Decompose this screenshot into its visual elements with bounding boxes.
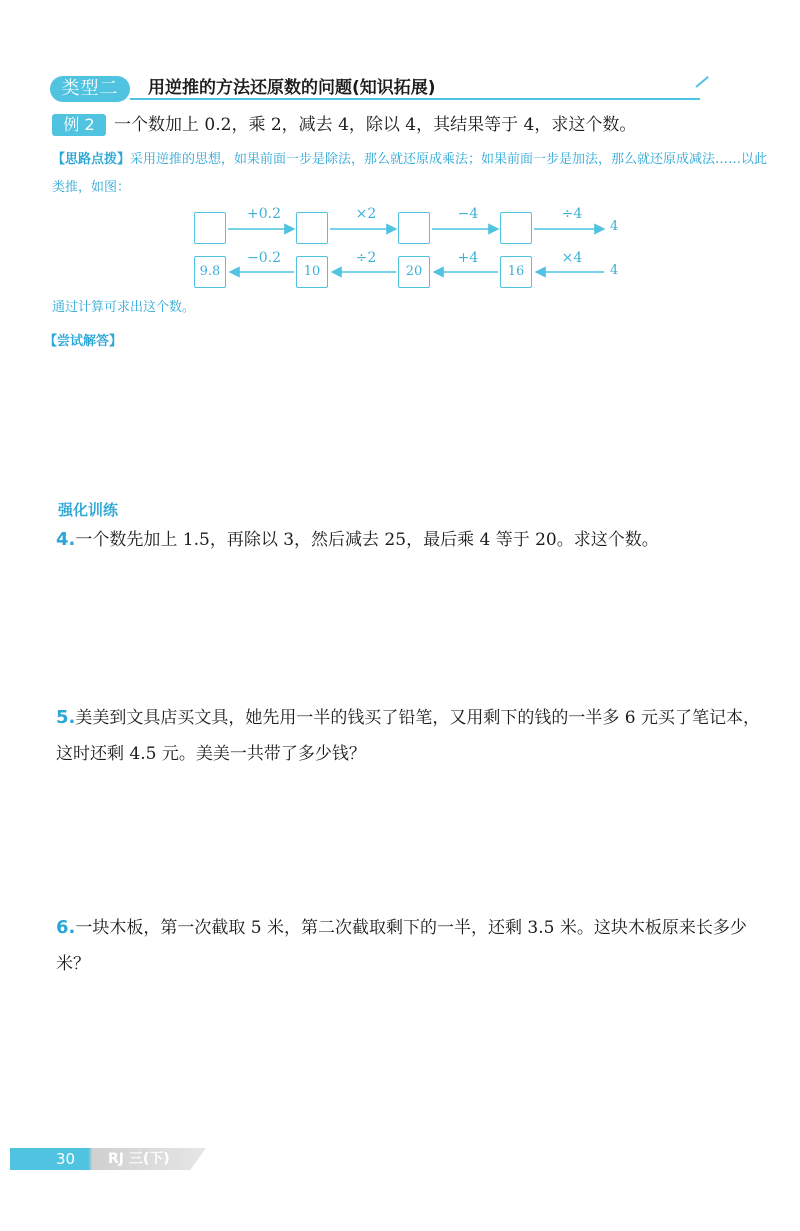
section-header xyxy=(50,74,712,104)
section-type-tag: 类型二 xyxy=(50,76,130,102)
page-number: 30 xyxy=(56,1150,76,1168)
forward-result: 4 xyxy=(610,219,619,234)
forward-op-4: ÷4 xyxy=(561,206,583,222)
conclusion-text: 通过计算可求出这个数。 xyxy=(52,300,196,315)
hint-paragraph xyxy=(52,146,772,202)
reverse-diagram xyxy=(180,200,640,292)
training-title: 强化训练 xyxy=(58,501,119,519)
backward-op-1: −0.2 xyxy=(247,250,281,266)
edition-label: RJ 三(下) xyxy=(108,1151,170,1167)
problem-4 xyxy=(56,522,768,558)
hint-text: 采用逆推的思想，如果前面一步是除法，那么就还原成乘法；如果前面一步是加法，那么就还原成减法……以此类推，如图： xyxy=(52,152,768,195)
backward-op-4: ×4 xyxy=(561,250,583,266)
forward-box-1 xyxy=(194,212,226,244)
try-answer-label: 【尝试解答】 xyxy=(44,334,123,349)
forward-box-3 xyxy=(398,212,430,244)
backward-op-3: +4 xyxy=(457,250,479,266)
forward-box-2 xyxy=(296,212,328,244)
problem-text: 一块木板，第一次截取 5 米，第二次截取剩下的一半，还剩 3.5 米。这块木板原来长多少米？ xyxy=(56,918,747,974)
forward-op-1: +0.2 xyxy=(247,206,281,222)
problem-number: 4. xyxy=(56,529,76,550)
backward-box-3: 20 xyxy=(398,256,430,288)
forward-op-3: −4 xyxy=(457,206,479,222)
problem-number: 6. xyxy=(56,917,76,938)
backward-start: 4 xyxy=(610,263,619,278)
forward-box-4 xyxy=(500,212,532,244)
example-tag: 例 2 xyxy=(52,114,106,136)
problem-5 xyxy=(56,700,768,772)
backward-box-1: 9.8 xyxy=(194,256,226,288)
example-2 xyxy=(52,112,772,140)
problem-number: 5. xyxy=(56,707,76,728)
header-underline-end xyxy=(695,76,709,88)
backward-box-2: 10 xyxy=(296,256,328,288)
section-title: 用逆推的方法还原数的问题(知识拓展) xyxy=(148,78,436,98)
backward-box-4: 16 xyxy=(500,256,532,288)
example-text: 一个数加上 0.2，乘 2，减去 4，除以 4，其结果等于 4，求这个数。 xyxy=(114,115,637,135)
problem-text: 美美到文具店买文具，她先用一半的钱买了铅笔，又用剩下的钱的一半多 6 元买了笔记本，这时还剩 4.5 元。美美一共带了多少钱？ xyxy=(56,708,760,764)
header-underline xyxy=(130,98,700,100)
problem-6 xyxy=(56,910,768,982)
problem-text: 一个数先加上 1.5，再除以 3，然后减去 25，最后乘 4 等于 20。求这个数。 xyxy=(75,530,659,550)
hint-label: 【思路点拨】 xyxy=(52,152,131,167)
forward-op-2: ×2 xyxy=(355,206,377,222)
backward-op-2: ÷2 xyxy=(355,250,377,266)
